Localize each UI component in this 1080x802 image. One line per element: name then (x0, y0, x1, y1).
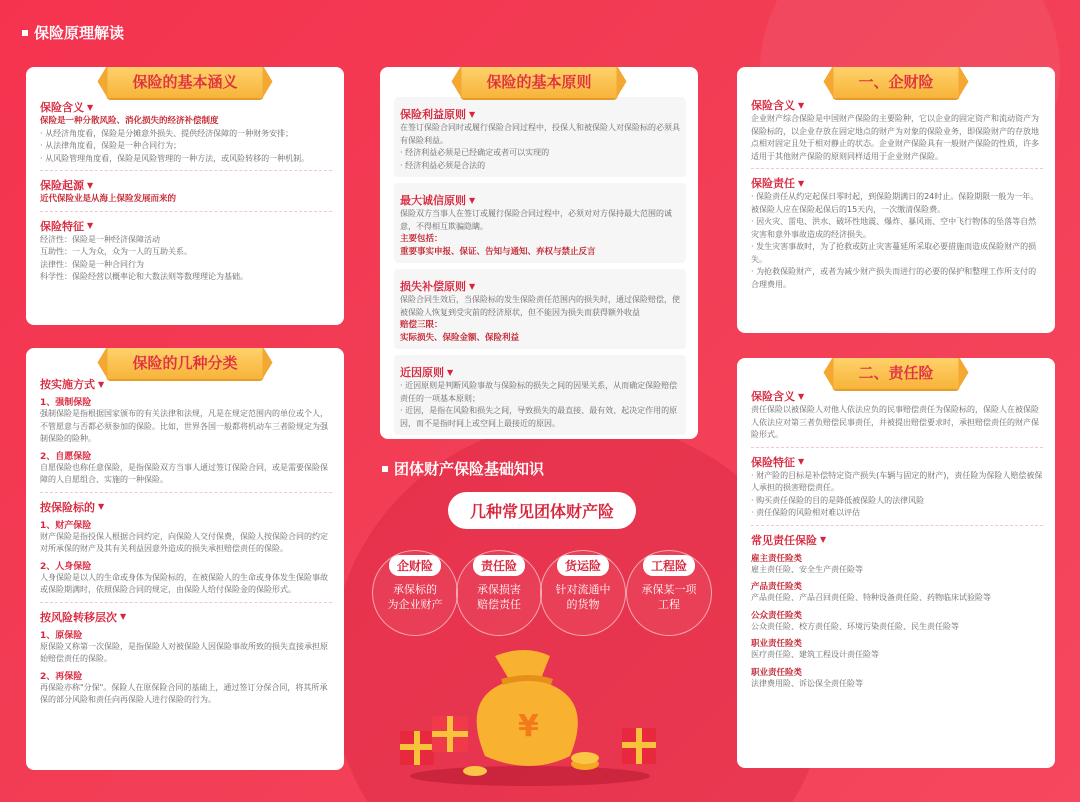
text-line: · 从经济角度看，保险是分摊意外损失、提供经济保障的一种财务安排； (40, 128, 294, 138)
block-heading: 按实施方式 ▼ (40, 378, 105, 391)
text-line: · 保险责任从约定起保日零时起，到保险期满日的24时止。保险期限一般为一年。被保险人应在保险起保后的15天内，一次缴清保险费。 (751, 192, 1039, 214)
triangle-down-icon: ▼ (820, 535, 827, 544)
block-heading: 近因原则 ▼ (400, 366, 454, 379)
block-meaning (751, 388, 1043, 448)
text-line: · 从法律角度看，保险是一种合同行为； (40, 141, 182, 150)
block-utmost-good-faith (394, 183, 686, 263)
paragraph: 强制保险是指根据国家颁布的有关法律和法规，凡是在规定范围内的单位或个人，不管愿意与否都必须参加的保险。比如，世界各国一般都将机动车三者险规定为强制保险的险种。 (40, 409, 328, 443)
block-heading: 常见责任保险 ▼ (751, 533, 827, 547)
triangle-down-icon: ▼ (469, 109, 476, 119)
text-line: 互助性：一人为众，众为一人的互助关系。 (40, 247, 192, 256)
triangle-down-icon: ▼ (87, 221, 94, 230)
emphasis-text: 主要包括： (400, 234, 443, 244)
bullet-square-icon (382, 466, 388, 472)
text-line: · 经济利益必须是合法的 (400, 160, 486, 170)
type-desc: 承保标的 (393, 583, 437, 596)
block-indemnity (394, 269, 686, 349)
card-ribbon: 保险的几种分类 (106, 348, 263, 379)
block-origin (40, 177, 332, 212)
paragraph: 保险合同生效后，当保险标的发生保险责任范围内的损失时，通过保险赔偿，使被保险人恢复到受灾前的经济原状，但不能因为损失而获得额外收益 (400, 295, 680, 317)
type-desc: 赔偿责任 (477, 598, 521, 611)
triangle-down-icon: ▼ (798, 457, 805, 466)
paragraph: 人身保险是以人的生命或身体为保险标的，在被保险人的生命或身体发生保险事故或保险期满时，依照保险合同的规定，由保险人给付保险金的保险形式。 (40, 572, 328, 594)
svg-text:¥: ¥ (518, 709, 539, 744)
emphasis-text: 赔偿三限： (400, 320, 443, 330)
card-enterprise-property (737, 67, 1055, 333)
triangle-down-icon: ▼ (447, 367, 454, 377)
block-heading: 按保险标的 ▼ (40, 500, 105, 514)
text-line: 经济性：保险是一种经济保障活动 (40, 234, 160, 244)
card-categories (26, 348, 344, 770)
block-liability (751, 175, 1043, 296)
block-heading: 损失补偿原则 ▼ (400, 280, 476, 293)
paragraph: 原保险又称第一次保险，是指保险人对被保险人因保险事故所致的损失直接承担原始赔偿责任的保险。 (40, 641, 328, 663)
coin-icon (463, 766, 487, 776)
type-desc: 为企业财产 (387, 598, 443, 611)
type-circle (626, 550, 712, 636)
type-circle (456, 550, 542, 636)
section-title-group-property: 团体财产保险基础知识 (382, 458, 544, 479)
triangle-down-icon: ▼ (798, 178, 805, 188)
triangle-down-icon: ▼ (798, 391, 805, 401)
type-circle (372, 550, 458, 636)
block-heading: 保险责任 ▼ (751, 177, 805, 190)
block-meaning (40, 99, 332, 171)
paragraph: 雇主责任险、安全生产责任险等 (751, 564, 863, 574)
block-heading: 保险含义 ▼ (751, 99, 805, 112)
block-by-subject (40, 499, 332, 603)
type-desc: 的货物 (566, 598, 600, 611)
paragraph: 在签订保险合同时或履行保险合同过程中，投保人和被保险人对保险标的必须具有保险利益。 (400, 123, 680, 145)
type-tag: 货运险 (557, 555, 609, 576)
paragraph: 法律费用险、诉讼保全责任险等 (751, 678, 863, 688)
bullet-square-icon (22, 30, 28, 36)
type-tag: 责任险 (473, 555, 525, 576)
emphasis-text: 重要事实申报、保证、告知与通知、弃权与禁止反言 (400, 246, 596, 257)
type-desc: 针对流通中 (555, 583, 611, 596)
sub-heading: 职业责任险类 (751, 667, 803, 678)
card-basic-principles (380, 67, 698, 439)
card-ribbon: 二、责任险 (832, 358, 959, 389)
text-line: · 为抢救保险财产，或者为减少财产损失而进行的必要的保护和整理工作所支付的合理费用。 (751, 267, 1037, 289)
text-line: · 经济利益必须是已经确定或者可以实现的 (400, 148, 550, 157)
type-desc: 承保损害 (477, 583, 521, 596)
money-bag-icon (477, 650, 578, 766)
section-title-principles: 保险原理解读 (22, 22, 124, 43)
sub-heading: 2、再保险 (40, 671, 83, 682)
paragraph: 企业财产综合保险是中国财产保险的主要险种，它以企业的固定资产和流动资产为保险标的，以企业存放在固定地点的财产为对象的保险业务，即保险财产的存放地点相对固定且处于相对静止的状态。企业财产保险具有一般财产保险的性质，许多适用于其他财产保险的原则同样适用于企业财产保险。 (751, 114, 1039, 161)
sub-heading: 2、自愿保险 (40, 451, 92, 462)
type-desc: 承保某一项 (641, 583, 697, 596)
sub-heading: 产品责任险类 (751, 582, 803, 592)
sub-heading: 职业责任险类 (751, 639, 803, 649)
triangle-down-icon: ▼ (87, 102, 94, 112)
block-proximate-cause (394, 355, 686, 435)
paragraph: 自愿保险也称任意保险，是指保险双方当事人通过签订保险合同，或是需要保险保障的人自愿组合、实施的一种保险。 (40, 462, 328, 484)
sub-heading: 雇主责任险类 (751, 553, 803, 564)
block-heading: 保险特征 ▼ (751, 455, 805, 469)
sub-heading: 2、人身保险 (40, 561, 92, 572)
triangle-down-icon: ▼ (98, 379, 105, 389)
triangle-down-icon: ▼ (87, 180, 94, 190)
text-line: 法律性：保险是一种合同行为 (40, 259, 144, 269)
text-line: · 购买责任保险的目的是降低被保险人的法律风险 (751, 495, 925, 505)
block-heading: 最大诚信原则 ▼ (400, 194, 476, 207)
triangle-down-icon: ▼ (469, 281, 476, 291)
triangle-down-icon: ▼ (469, 195, 476, 205)
sub-heading: 1、原保险 (40, 630, 83, 641)
common-types-title: 几种常见团体财产险 (448, 492, 636, 529)
card-ribbon: 保险的基本涵义 (106, 67, 263, 98)
paragraph: 保险双方当事人在签订或履行保险合同过程中，必须对对方保持最大范围的诚意，不得相互欺骗隐瞒。 (400, 209, 672, 231)
text-line: · 近因，是指在风险和损失之间，导致损失的最直接、最有效、起决定作用的原因，而不是指时间上或空间上最接近的原因。 (400, 406, 678, 428)
paragraph: 再保险亦称"分保"。保险人在原保险合同的基础上，通过签订分保合同，将其所承保的部分风险和责任向再保险人进行保险的行为。 (40, 682, 328, 704)
money-bag-illustration (390, 636, 680, 786)
paragraph: 财产保险是指投保人根据合同约定，向保险人交付保费，保险人按保险合同的约定对所承保的财产及其有关利益因意外造成的损失承担赔偿责任的保险。 (40, 531, 328, 553)
type-circle (540, 550, 626, 636)
text-line: · 责任保险的风险相对难以评估 (751, 508, 861, 517)
paragraph: 责任保险以被保险人对他人依法应负的民事赔偿责任为保险标的，保险人在被保险人依法应对第三者负赔偿民事责任，并被提出赔偿要求时，承担赔偿责任的财产保险形式。 (751, 405, 1039, 439)
emphasis-text: 实际损失、保险金额、保险利益 (400, 332, 520, 343)
block-features (40, 218, 332, 289)
bag-shadow (410, 766, 650, 786)
block-common-liability (751, 532, 1043, 696)
text-line: · 因火灾、雷电、洪水、破坏性地震、爆炸、暴风雨、空中飞行物体的坠落等自然灾害和意外事故造成的经济损失。 (751, 217, 1037, 239)
coin-icon (571, 752, 599, 764)
block-insurable-interest (394, 97, 686, 177)
type-tag: 企财险 (389, 555, 441, 576)
text-line: · 财产险的目标是补偿特定资产损失(车辆与固定的财产)，责任险为保险人赔偿被保人承担的损害赔偿责任。 (751, 470, 1043, 492)
text-line: · 发生灾害事故时，为了抢救或防止灾害蔓延所采取必要措施而造成保险财产的损失。 (751, 242, 1037, 264)
emphasis-text: 近代保险业是从海上保险发展而来的 (40, 194, 177, 204)
block-heading: 保险利益原则 ▼ (400, 108, 476, 121)
triangle-down-icon: ▼ (120, 612, 127, 621)
block-heading: 保险起源 ▼ (40, 179, 94, 192)
card-ribbon: 保险的基本原则 (460, 67, 617, 98)
block-meaning (751, 97, 1043, 169)
type-tag: 工程险 (643, 555, 695, 576)
paragraph: 产品责任险、产品召回责任险、特种设备责任险、药物临床试验险等 (751, 593, 991, 602)
card-liability-insurance (737, 358, 1055, 768)
card-basic-meaning (26, 67, 344, 325)
card-ribbon: 一、企财险 (832, 67, 959, 98)
triangle-down-icon: ▼ (98, 502, 105, 511)
block-heading: 保险含义 ▼ (40, 101, 94, 114)
triangle-down-icon: ▼ (798, 100, 805, 110)
paragraph: 医疗责任险、建筑工程设计责任险等 (751, 650, 879, 659)
type-desc: 工程 (658, 598, 680, 611)
sub-heading: 1、强制保险 (40, 398, 92, 408)
text-line: · 近因原则是判断风险事故与保险标的损失之间的因果关系，从而确定保险赔偿责任的一项基本原则； (400, 381, 678, 403)
sub-heading: 公众责任险类 (751, 610, 803, 621)
block-by-risk-transfer (40, 609, 332, 712)
block-heading: 按风险转移层次 ▼ (40, 610, 127, 624)
block-features (751, 454, 1043, 526)
block-heading: 保险含义 ▼ (751, 390, 805, 403)
block-by-method (40, 376, 332, 493)
text-line: · 从风险管理角度看，保险是风险管理的一种方法，或风险转移的一种机制。 (40, 153, 310, 163)
sub-heading: 1、财产保险 (40, 520, 92, 531)
paragraph: 公众责任险、校方责任险、环境污染责任险、民生责任险等 (751, 621, 959, 631)
block-heading: 保险特征 ▼ (40, 219, 94, 233)
text-line: 科学性：保险经营以概率论和大数法则等数理理论为基础。 (40, 272, 248, 281)
emphasis-text: 保险是一种分散风险、消化损失的经济补偿制度 (40, 116, 219, 126)
